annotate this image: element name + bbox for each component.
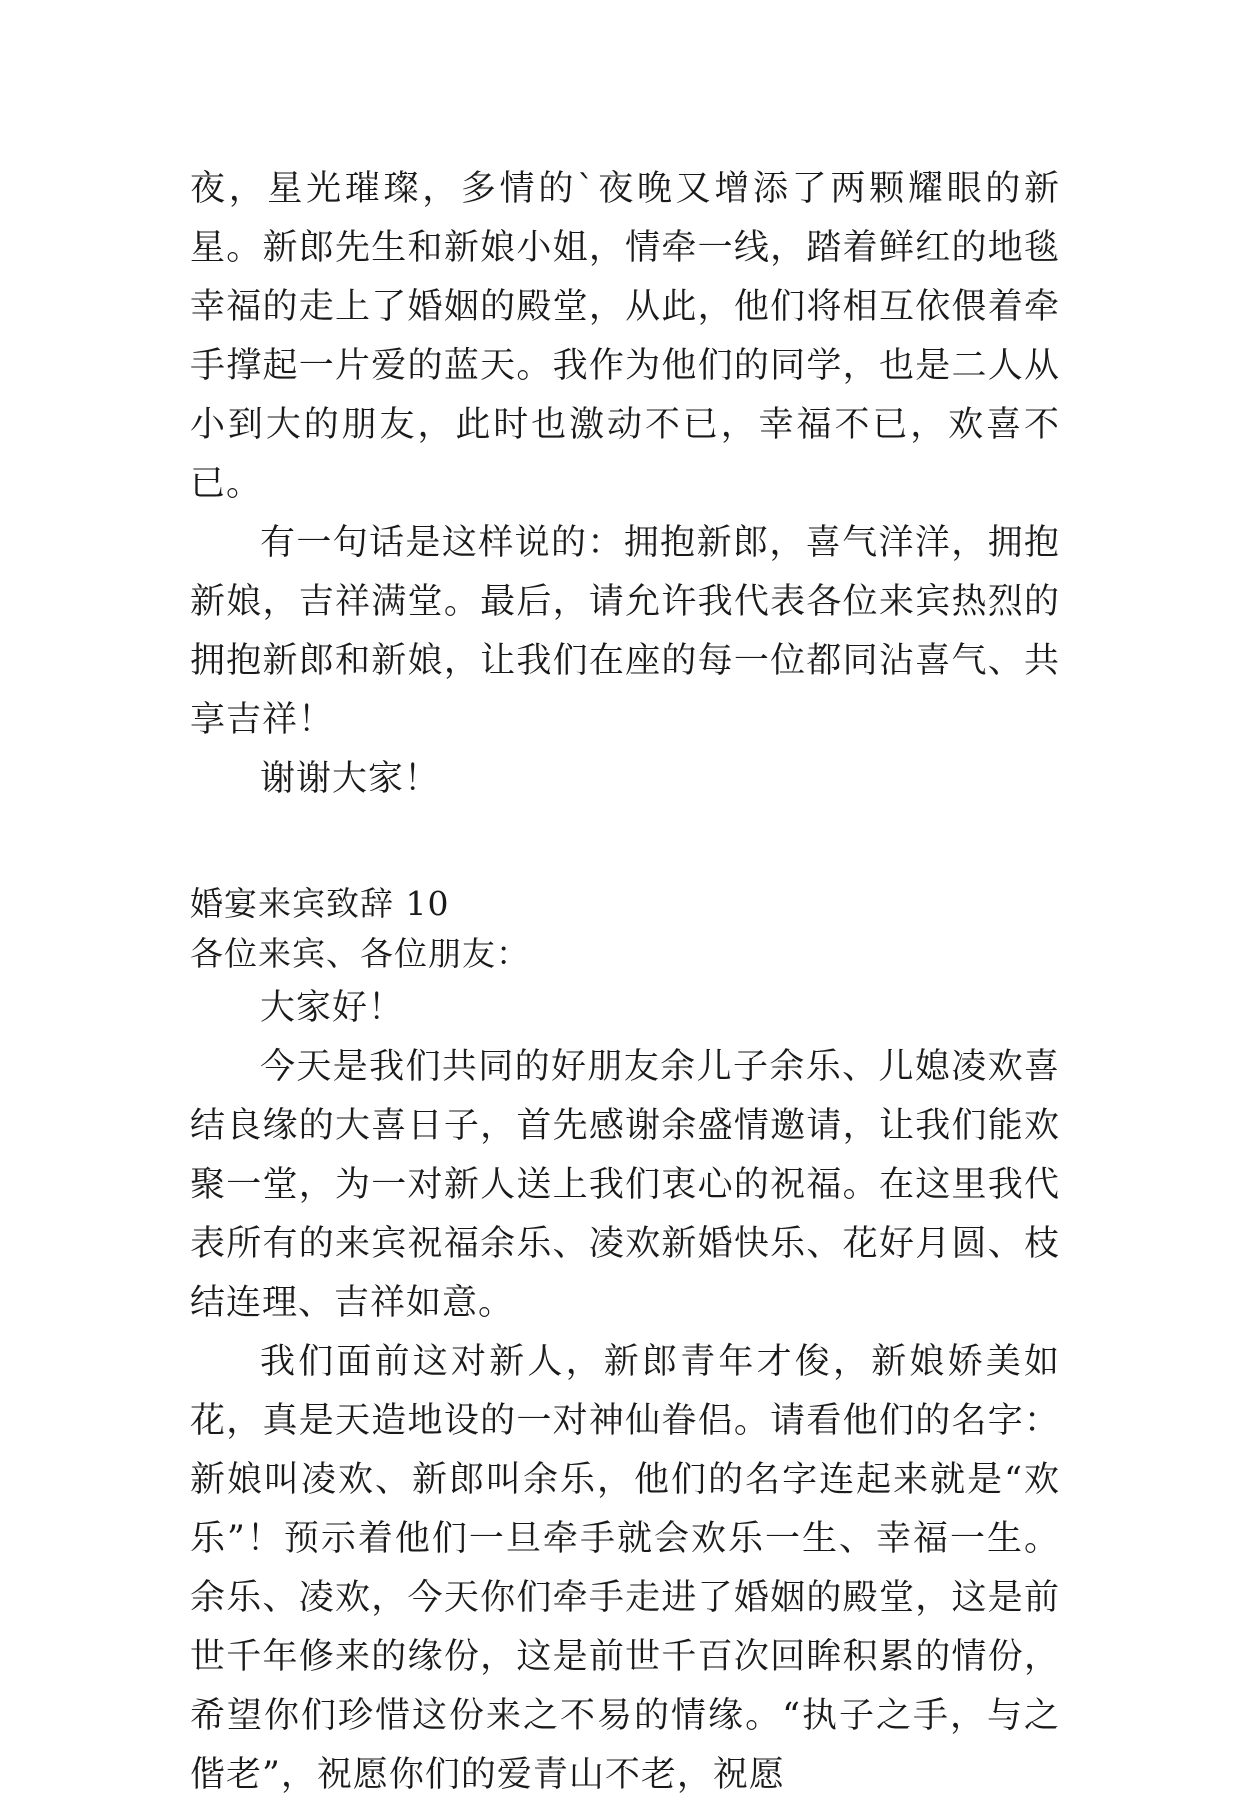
paragraph-thanks: 谢谢大家！ xyxy=(260,759,441,799)
paragraph-embrace: 有一句话是这样说的：拥抱新郎，喜气洋洋，拥抱新娘，吉祥满堂。最后，请允许我代表各位来宾热烈的拥抱新郎和新娘，让我们在座的每一位都同沾喜气、共享吉祥！ xyxy=(190,523,1060,740)
section-gap xyxy=(190,809,1060,879)
document-page xyxy=(190,160,1060,1805)
section-title: 婚宴来宾致辞 10 xyxy=(190,884,450,923)
paragraph-night-stars: 夜，星光璀璨，多情的`夜晚又增添了两颗耀眼的新星。新郎先生和新娘小姐，情牵一线，踏着鲜红的地毯幸福的走上了婚姻的殿堂，从此，他们将相互依偎着牵手撑起一片爱的蓝天。我作为他们的同学，也是二人从小到大的朋友，此时也激动不已，幸福不已，欢喜不已。 xyxy=(190,169,1060,504)
paragraph-couple: 我们面前这对新人，新郎青年才俊，新娘娇美如花，真是天造地设的一对神仙眷侣。请看他们的名字：新娘叫凌欢、新郎叫余乐，他们的名字连起来就是“欢乐”！预示着他们一旦牵手就会欢乐一生、幸福一生。余乐、凌欢，今天你们牵手走进了婚姻的殿堂，这是前世千年修来的缘份，这是前世千百次回眸积累的情份，希望你们珍惜这份来之不易的情缘。“执子之手，与之偕老”，祝愿你们的爱青山不老，祝愿 xyxy=(190,1342,1060,1795)
salutation: 各位来宾、各位朋友： xyxy=(190,934,530,973)
paragraph-welcome: 今天是我们共同的好朋友余儿子余乐、儿媳凌欢喜结良缘的大喜日子，首先感谢余盛情邀请，让我们能欢聚一堂，为一对新人送上我们衷心的祝福。在这里我代表所有的来宾祝福余乐、凌欢新婚快乐、花好月圆、枝结连理、吉祥如意。 xyxy=(190,1047,1060,1323)
greeting: 大家好！ xyxy=(260,988,405,1028)
